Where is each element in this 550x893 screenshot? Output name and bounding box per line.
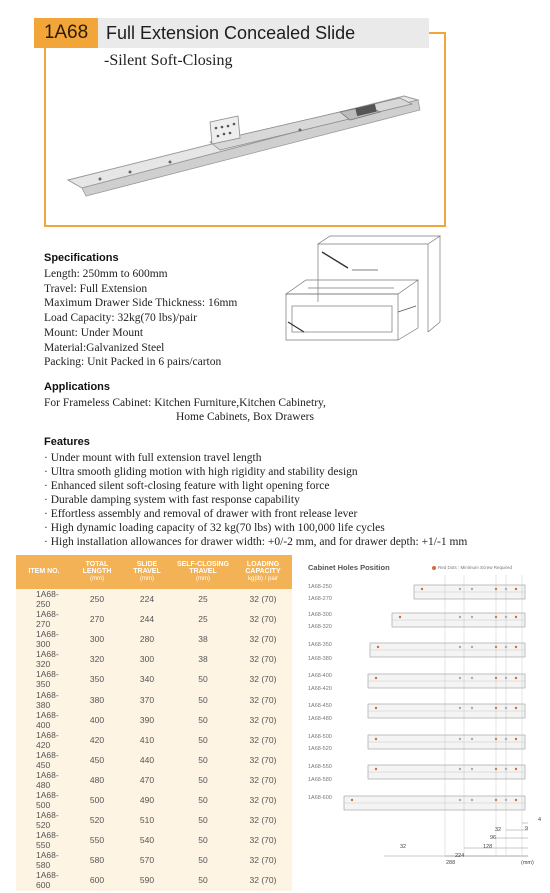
slide-product-image: [60, 82, 440, 202]
feature-item: · Ultra smooth gliding motion with high rigidity and stability design: [44, 466, 358, 478]
table-cell: 590: [139, 875, 155, 886]
table-cell: 32 (70): [249, 835, 277, 846]
table-row: [16, 770, 292, 790]
specifications-heading: Specifications: [44, 252, 119, 264]
holes-row-label: 1A68-270: [308, 596, 332, 602]
dimension-label: 96: [490, 835, 497, 841]
table-row: [16, 589, 292, 609]
table-cell: 244: [139, 614, 155, 625]
table-cell: 1A68-600: [36, 870, 59, 891]
table-cell: 1A68-320: [36, 649, 59, 670]
specifications-list: [44, 267, 237, 370]
feature-item: · Enhanced silent soft-closing feature with light opening force: [44, 480, 330, 492]
table-row: [16, 609, 292, 629]
cabinet-drawer-illustration: [278, 232, 448, 362]
table-row: [16, 830, 292, 850]
product-subtitle: -Silent Soft-Closing: [104, 52, 233, 69]
table-cell: 32 (70): [249, 634, 277, 645]
table-cell: 1A68-480: [36, 769, 59, 790]
table-cell: 300: [89, 634, 105, 645]
holes-row-label: 1A68-380: [308, 656, 332, 662]
table-cell: 50: [198, 835, 208, 846]
table-cell: 370: [139, 694, 155, 705]
table-cell: 390: [139, 714, 155, 725]
spec-item: Mount: Under Mount: [44, 326, 144, 339]
table-cell: 25: [198, 594, 208, 605]
features-heading: Features: [44, 436, 90, 448]
table-cell: 38: [198, 654, 208, 665]
table-cell: 350: [89, 674, 105, 685]
holes-row-label: 1A68-420: [308, 686, 332, 692]
table-cell: 50: [198, 875, 208, 886]
spec-item: Packing: Unit Packed in 6 pairs/carton: [44, 356, 222, 369]
table-cell: 1A68-500: [36, 789, 59, 810]
table-cell: 490: [139, 794, 155, 805]
table-cell: 32 (70): [249, 594, 277, 605]
col-header-item: ITEM NO.: [16, 555, 72, 589]
table-cell: 570: [139, 855, 155, 866]
table-cell: 1A68-350: [36, 669, 59, 690]
spec-item: Travel: Full Extension: [44, 282, 148, 295]
spec-item: Maximum Drawer Side Thickness: 16mm: [44, 297, 238, 310]
table-cell: 25: [198, 614, 208, 625]
table-cell: 32 (70): [249, 614, 277, 625]
table-cell: 50: [198, 794, 208, 805]
table-cell: 1A68-580: [36, 850, 59, 871]
table-cell: 50: [198, 674, 208, 685]
holes-row-label: 1A68-580: [308, 777, 332, 783]
table-cell: 32 (70): [249, 694, 277, 705]
cabinet-holes-diagram: [300, 555, 545, 890]
dimension-label: 224: [455, 853, 465, 859]
feature-item: · High dynamic loading capacity of 32 kg(70 lbs) with 100,000 life cycles: [44, 522, 385, 534]
table-row: [16, 710, 292, 730]
table-cell: 540: [139, 835, 155, 846]
holes-row-label: 1A68-320: [308, 624, 332, 630]
table-cell: 32 (70): [249, 875, 277, 886]
red-dot-icon: [432, 566, 436, 570]
table-cell: 300: [139, 654, 155, 665]
table-cell: 440: [139, 754, 155, 765]
holes-row-label: 1A68-400: [308, 673, 332, 679]
table-cell: 50: [198, 714, 208, 725]
table-cell: 1A68-450: [36, 749, 59, 770]
dimension-label: (mm): [521, 860, 534, 866]
features-list: [44, 451, 467, 549]
applications-heading: Applications: [44, 381, 111, 393]
holes-legend: Red Dots : Minimum Screw Required: [432, 565, 512, 570]
table-cell: 50: [198, 815, 208, 826]
holes-row-label: 1A68-300: [308, 612, 332, 618]
table-cell: 500: [89, 794, 105, 805]
table-cell: 270: [89, 614, 105, 625]
spec-item: Load Capacity: 32kg(70 lbs)/pair: [44, 312, 197, 325]
holes-row-label: 1A68-520: [308, 746, 332, 752]
applications-text: [44, 396, 326, 424]
col-header-length: TOTAL LENGTH (mm): [72, 555, 122, 589]
table-cell: 1A68-550: [36, 830, 59, 851]
dimension-label: 9: [525, 826, 529, 832]
table-row: [16, 669, 292, 689]
table-cell: 380: [89, 694, 105, 705]
col-header-travel: SLIDE TRAVEL (mm): [122, 555, 172, 589]
dimension-label: 128: [483, 844, 493, 850]
spec-table-panel: [16, 555, 292, 891]
table-cell: 1A68-270: [36, 609, 59, 630]
table-cell: 420: [89, 734, 105, 745]
table-row: [16, 689, 292, 709]
table-cell: 32 (70): [249, 855, 277, 866]
applications-line: Home Cabinets, Box Drawers: [176, 411, 314, 423]
holes-drawing: [300, 555, 545, 890]
dimension-label: 4: [538, 817, 542, 823]
table-cell: 50: [198, 694, 208, 705]
table-cell: 224: [139, 594, 155, 605]
table-cell: 32 (70): [249, 674, 277, 685]
applications-line: For Frameless Cabinet: Kitchen Furniture,Kitchen Cabinetry,: [44, 397, 326, 409]
table-cell: 50: [198, 734, 208, 745]
table-row: [16, 629, 292, 649]
table-cell: 340: [139, 674, 155, 685]
col-header-capacity: LOADING CAPACITY kg(lb) / pair: [234, 555, 292, 589]
holes-row-label: 1A68-480: [308, 716, 332, 722]
table-cell: 1A68-420: [36, 729, 59, 750]
dimension-label: 32: [400, 844, 407, 850]
table-cell: 1A68-250: [36, 589, 59, 610]
table-cell: 32 (70): [249, 794, 277, 805]
col-header-self-closing: SELF-CLOSING TRAVEL (mm): [172, 555, 234, 589]
table-cell: 32 (70): [249, 815, 277, 826]
feature-item: · Under mount with full extension travel length: [44, 452, 262, 464]
table-cell: 50: [198, 774, 208, 785]
holes-row-label: 1A68-500: [308, 734, 332, 740]
table-cell: 450: [89, 754, 105, 765]
table-row: [16, 850, 292, 870]
table-cell: 50: [198, 855, 208, 866]
table-cell: 510: [139, 815, 155, 826]
table-cell: 50: [198, 754, 208, 765]
table-cell: 38: [198, 634, 208, 645]
table-cell: 1A68-300: [36, 629, 59, 650]
table-cell: 1A68-400: [36, 709, 59, 730]
table-cell: 32 (70): [249, 754, 277, 765]
holes-row-label: 1A68-350: [308, 642, 332, 648]
spec-item: Length: 250mm to 600mm: [44, 268, 168, 280]
feature-item: · Durable damping system with fast response capability: [44, 494, 300, 506]
table-cell: 32 (70): [249, 774, 277, 785]
holes-title: Cabinet Holes Position: [308, 563, 390, 572]
spec-table: [16, 555, 292, 890]
holes-row-label: 1A68-450: [308, 703, 332, 709]
table-cell: 520: [89, 815, 105, 826]
table-cell: 550: [89, 835, 105, 846]
table-row: [16, 790, 292, 810]
product-title: Full Extension Concealed Slide: [98, 18, 429, 48]
holes-row-label: 1A68-250: [308, 584, 332, 590]
table-cell: 250: [89, 594, 105, 605]
table-row: [16, 730, 292, 750]
holes-row-label: 1A68-600: [308, 795, 332, 801]
table-cell: 410: [139, 734, 155, 745]
table-cell: 600: [89, 875, 105, 886]
table-cell: 32 (70): [249, 714, 277, 725]
table-cell: 280: [139, 634, 155, 645]
feature-item: · Effortless assembly and removal of drawer with front release lever: [44, 508, 358, 520]
table-cell: 400: [89, 714, 105, 725]
table-cell: 320: [89, 654, 105, 665]
product-code: 1A68: [34, 18, 98, 48]
spec-item: Material:Galvanized Steel: [44, 341, 165, 354]
table-cell: 1A68-520: [36, 810, 59, 831]
table-cell: 580: [89, 855, 105, 866]
table-row: [16, 649, 292, 669]
table-row: [16, 810, 292, 830]
feature-item: · High installation allowances for drawer width: +0/-2 mm, and for drawer depth: +1/-1 mm: [44, 536, 468, 548]
table-cell: 32 (70): [249, 734, 277, 745]
table-row: [16, 750, 292, 770]
table-row: [16, 870, 292, 890]
dimension-label: 32: [495, 827, 502, 833]
table-cell: 1A68-380: [36, 689, 59, 710]
table-cell: 32 (70): [249, 654, 277, 665]
table-cell: 470: [139, 774, 155, 785]
dimension-label: 288: [446, 860, 456, 866]
holes-row-label: 1A68-550: [308, 764, 332, 770]
table-cell: 480: [89, 774, 105, 785]
